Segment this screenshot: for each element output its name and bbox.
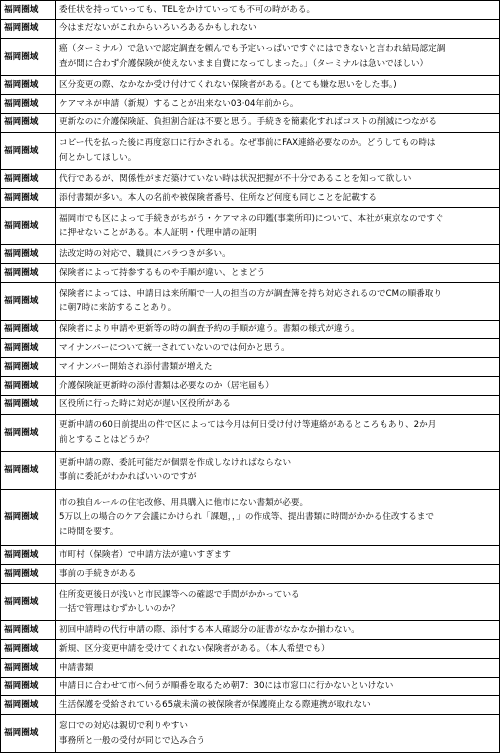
table-row bbox=[1, 264, 500, 283]
region-cell: 福岡圏域 bbox=[1, 452, 56, 490]
comment-line: 更新申請の60日前提出の件で区によっては今月は何日受け付け等連絡があるところもあり、2か月 bbox=[59, 420, 437, 431]
comment-line: 住所変更後日が浅いと市民課等への確認で手間がかかっている bbox=[59, 589, 300, 600]
comment-line: 事前に委託がわかればいいのですが bbox=[59, 472, 197, 483]
region-cell: 福岡圏域 bbox=[1, 170, 56, 189]
comment-line: 事務所と一般の受付が同じで込み合う bbox=[59, 735, 206, 746]
comment-cell bbox=[56, 113, 500, 132]
table-row bbox=[1, 188, 500, 207]
region-cell: 福岡圏域 bbox=[1, 677, 56, 696]
table-row bbox=[1, 564, 500, 583]
comment-line: 更新申請の際、委託可能だが個票を作成しなければならない bbox=[59, 457, 292, 468]
comment-line: 区分変更の際、なかなか受け付けてくれない保険者がある。(とても嫌な思いをした事。) bbox=[59, 79, 397, 90]
region-cell: 福岡圏域 bbox=[1, 696, 56, 715]
table-row bbox=[1, 339, 500, 358]
comment-line: 新規、区分変更申請を受けてくれない保険者がある。（本人希望でも） bbox=[59, 643, 330, 654]
table-row bbox=[1, 452, 500, 490]
comment-cell bbox=[56, 264, 500, 283]
region-cell: 福岡圏域 bbox=[1, 489, 56, 545]
region-cell: 福岡圏域 bbox=[1, 583, 56, 621]
table-row bbox=[1, 132, 500, 170]
region-cell: 福岡圏域 bbox=[1, 19, 56, 38]
comment-line: 事前の手続きがある bbox=[59, 568, 137, 579]
region-cell: 福岡圏域 bbox=[1, 376, 56, 395]
comment-line: 申請書類 bbox=[59, 662, 94, 673]
comment-cell bbox=[56, 376, 500, 395]
table-row bbox=[1, 715, 500, 753]
comment-line: コピー代を払った後に再度窓口に行かされる。なぜ事前にFAX連絡必要なのか。どうしてもの時は bbox=[59, 138, 436, 149]
comment-line: 福岡市でも区によって手続きがちがう・ケアマネの印鑑(事業所印)について、本社が東京なのですぐ bbox=[59, 213, 444, 224]
region-cell: 福岡圏域 bbox=[1, 658, 56, 677]
comment-cell bbox=[56, 621, 500, 640]
table-row bbox=[1, 76, 500, 95]
table-row bbox=[1, 696, 500, 715]
table-row bbox=[1, 583, 500, 621]
region-cell: 福岡圏域 bbox=[1, 564, 56, 583]
comment-line: 法改定時の対応で、職員にバラつきが多い。 bbox=[59, 249, 231, 260]
table-row bbox=[1, 170, 500, 189]
region-cell: 福岡圏域 bbox=[1, 621, 56, 640]
comment-line: 前とすることはどうか？ bbox=[59, 434, 154, 445]
comment-line: 申請日に合わせて市へ伺うが順番を取るため朝7：30には市窓口に行かないといけない bbox=[59, 681, 394, 692]
comment-line: 何とかしてほしい。 bbox=[59, 152, 137, 163]
comment-line: マイナンバー開始され添付書類が増えた bbox=[59, 361, 213, 372]
comment-cell bbox=[56, 207, 500, 245]
comment-cell bbox=[56, 339, 500, 358]
region-cell: 福岡圏域 bbox=[1, 264, 56, 283]
region-cell: 福岡圏域 bbox=[1, 640, 56, 659]
comment-cell bbox=[56, 170, 500, 189]
comment-cell bbox=[56, 583, 500, 621]
comment-line: マイナンバーについて統一されていないのでは何かと思う。 bbox=[59, 343, 290, 354]
comment-cell bbox=[56, 564, 500, 583]
table-row bbox=[1, 1, 500, 20]
table-row bbox=[1, 320, 500, 339]
comment-cell bbox=[56, 546, 500, 565]
table-row bbox=[1, 207, 500, 245]
comment-cell bbox=[56, 245, 500, 264]
table-row bbox=[1, 621, 500, 640]
comment-line: 市の独自ルールの住宅改修、用具購入に他市にない書類が必要。 bbox=[59, 497, 309, 508]
comment-cell bbox=[56, 452, 500, 490]
comment-line: 介護保険証更新時の添付書類は必要なのか（居宅届も） bbox=[59, 380, 274, 391]
table-row bbox=[1, 658, 500, 677]
region-cell: 福岡圏域 bbox=[1, 188, 56, 207]
comment-cell bbox=[56, 132, 500, 170]
region-cell: 福岡圏域 bbox=[1, 94, 56, 113]
table-row bbox=[1, 640, 500, 659]
region-cell: 福岡圏域 bbox=[1, 282, 56, 320]
region-cell: 福岡圏域 bbox=[1, 320, 56, 339]
comment-cell bbox=[56, 19, 500, 38]
table-row bbox=[1, 358, 500, 377]
comment-line: に押せないことがある。本人証明・代理申請の証明 bbox=[59, 228, 257, 239]
comment-line: に朝7時に来訪することあり。 bbox=[59, 303, 177, 314]
region-cell: 福岡圏域 bbox=[1, 38, 56, 76]
region-cell: 福岡圏域 bbox=[1, 132, 56, 170]
region-cell: 福岡圏域 bbox=[1, 113, 56, 132]
comment-cell bbox=[56, 715, 500, 753]
region-cell: 福岡圏域 bbox=[1, 395, 56, 414]
comment-cell bbox=[56, 320, 500, 339]
comment-table-body bbox=[1, 1, 500, 753]
region-cell: 福岡圏域 bbox=[1, 358, 56, 377]
table-row bbox=[1, 395, 500, 414]
comment-line: 5万以上の場合のケア会議にかけられ「課題，，」の作成等、提出書類に時間がかかる住改するまで bbox=[59, 512, 434, 523]
comment-cell bbox=[56, 188, 500, 207]
table-row bbox=[1, 282, 500, 320]
table-row bbox=[1, 489, 500, 545]
comment-cell bbox=[56, 640, 500, 659]
comment-line: 保険者によっては、申請日は来所順で一人の担当の方が調査簿を持ち対応されるのでCMの順番取り bbox=[59, 288, 442, 299]
comment-line: 保険者によって持参するものや手順が違い、とまどう bbox=[59, 267, 266, 278]
comment-line: 一括で管理はむずかしいのか？ bbox=[59, 604, 180, 614]
comment-cell bbox=[56, 38, 500, 76]
table-row bbox=[1, 113, 500, 132]
comment-cell bbox=[56, 76, 500, 95]
comment-line: に時間を要す。 bbox=[59, 526, 119, 537]
comment-line: 区役所に行った時に対応が遅い区役所がある bbox=[59, 399, 231, 410]
comment-cell bbox=[56, 414, 500, 452]
comment-cell bbox=[56, 489, 500, 545]
comment-line: ケアマネが申請（新規）することが出来ない03·04年前から。 bbox=[59, 98, 299, 109]
table-row bbox=[1, 414, 500, 452]
region-cell: 福岡圏域 bbox=[1, 339, 56, 358]
comment-line: 更新なのに介護保険証、負担割合証は不要と思う。手続きを簡素化すればコストの削減につながる bbox=[59, 117, 437, 128]
region-cell: 福岡圏域 bbox=[1, 245, 56, 264]
table-row bbox=[1, 376, 500, 395]
comment-line: 委任状を持っていっても、TELをかけていっても不可の時がある。 bbox=[59, 4, 316, 15]
table-row bbox=[1, 94, 500, 113]
comment-line: 窓口での対応は親切で利りやすい bbox=[59, 721, 188, 732]
region-cell: 福岡圏域 bbox=[1, 76, 56, 95]
comment-line: 添付書類が多い。本人の名前や被保険者番号、住所など何度も同じことを記載する bbox=[59, 192, 377, 203]
comment-cell bbox=[56, 677, 500, 696]
comment-cell bbox=[56, 696, 500, 715]
comment-cell bbox=[56, 658, 500, 677]
region-cell: 福岡圏域 bbox=[1, 715, 56, 753]
table-row bbox=[1, 19, 500, 38]
comment-line: 今はまだないがこれからいろいろあるかもしれない bbox=[59, 23, 257, 34]
comment-line: 初回申請時の代行申請の際、添付する本人確認分の証書がなかなか揃わない。 bbox=[59, 624, 360, 635]
region-cell: 福岡圏域 bbox=[1, 414, 56, 452]
table-row bbox=[1, 38, 500, 76]
comment-cell bbox=[56, 282, 500, 320]
comment-line: 癌（ターミナル）で急いで認定調査を頼んでも予定いっぱいですぐにはできないと言われ結局認定調 bbox=[59, 44, 446, 55]
table-row bbox=[1, 245, 500, 264]
table-row bbox=[1, 677, 500, 696]
comment-line: 保険者により申請や更新等の時の調査予約の手順が違う。書類の様式が違う。 bbox=[59, 324, 360, 335]
comment-line: 査が間に合わず介護保険が使えないまま自費になってしまった。」（ターミナルは急いでほしい） bbox=[59, 58, 429, 69]
comment-cell bbox=[56, 395, 500, 414]
region-cell: 福岡圏域 bbox=[1, 1, 56, 20]
comment-line: 生活保護を受給されている65歳未満の被保険者が保護廃止なる際連携が取れない bbox=[59, 700, 371, 711]
comment-cell bbox=[56, 1, 500, 20]
comment-line: 代行であるが、関係性がまだ築けていない時は状況把握が不十分であることを知って欲しい bbox=[59, 173, 412, 184]
comment-cell bbox=[56, 94, 500, 113]
table-row bbox=[1, 546, 500, 565]
region-cell: 福岡圏域 bbox=[1, 207, 56, 245]
comment-cell bbox=[56, 358, 500, 377]
region-cell: 福岡圏域 bbox=[1, 546, 56, 565]
comment-line: 市町村（保険者）で申請方法が違いすぎます bbox=[59, 549, 231, 560]
